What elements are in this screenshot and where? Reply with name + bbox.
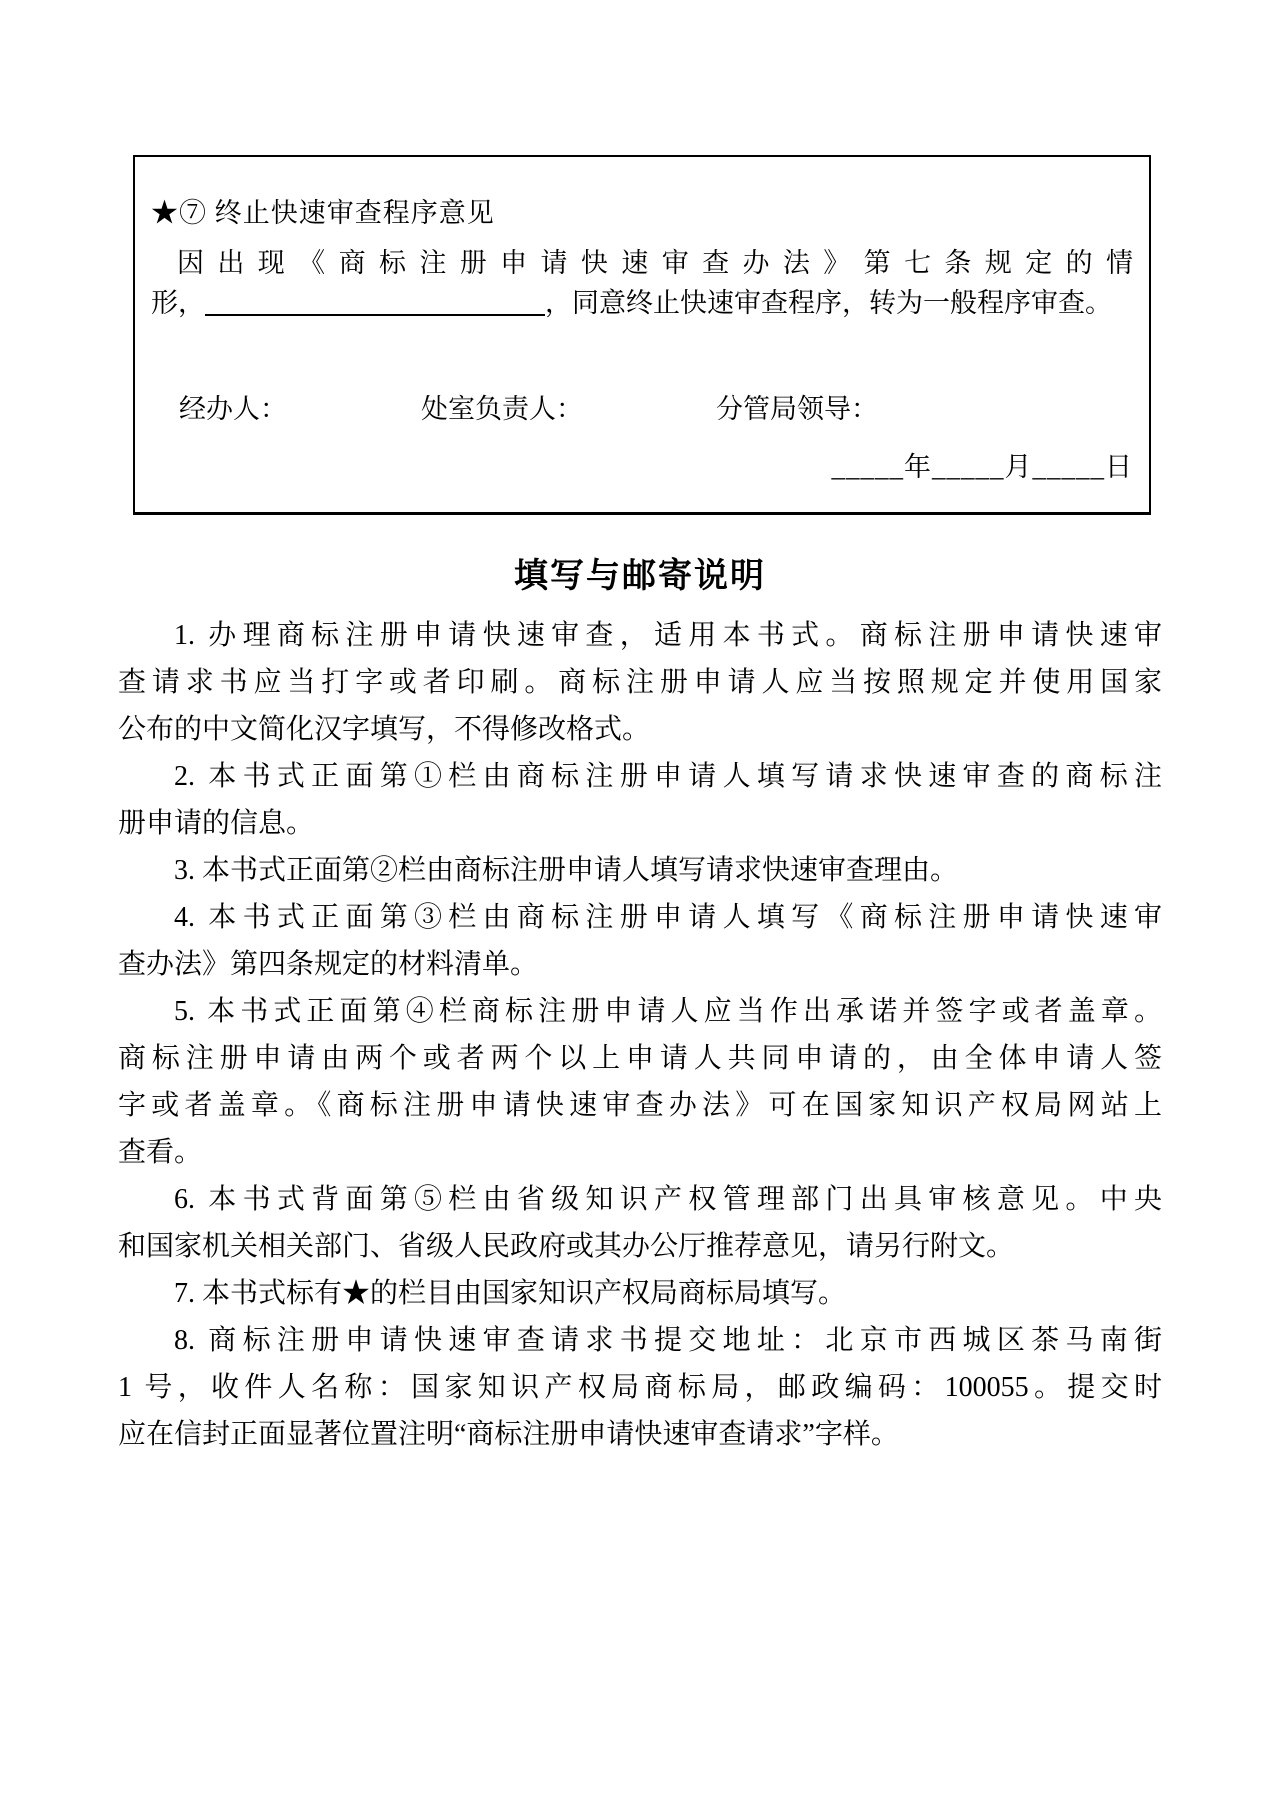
instruction-line: 应在信封正面显著位置注明“商标注册申请快速审查请求”字样。 (118, 1419, 899, 1450)
instruction-line: 和国家机关相关部门、省级人民政府或其办公厅推荐意见，请另行附文。 (118, 1231, 1015, 1262)
terminate-procedure-opinion-section (133, 155, 1151, 515)
instruction-line: 公布的中文简化汉字填写，不得修改格式。 (118, 714, 651, 745)
instruction-line: 1 号，收件人名称：国家知识产权局商标局，邮政编码：100055。提交时 (118, 1372, 1162, 1403)
statement-line-2-suffix: ，同意终止快速审查程序，转为一般程序审查。 (545, 288, 1112, 318)
instruction-paragraph (118, 894, 1162, 988)
instruction-line: 8. 商标注册申请快速审查请求书提交地址：北京市西城区茶马南街 (174, 1325, 1162, 1356)
instruction-paragraph (118, 1270, 1162, 1317)
instruction-line: 3. 本书式正面第②栏由商标注册申请人填写请求快速审查理由。 (174, 855, 959, 886)
instruction-line: 查办法》第四条规定的材料清单。 (118, 949, 539, 980)
instruction-line: 商标注册申请由两个或者两个以上申请人共同申请的，由全体申请人签 (118, 1043, 1162, 1074)
instruction-paragraph (118, 988, 1162, 1176)
instruction-line: 册申请的信息。 (118, 808, 315, 839)
statement-line-1: 因出现《商标注册申请快速审查办法》第七条规定的情 (177, 248, 1133, 278)
instruction-line: 7. 本书式标有★的栏目由国家知识产权局商标局填写。 (174, 1278, 847, 1309)
bureau-leader-signature-label: 分管局领导： (716, 394, 878, 424)
signature-row (151, 387, 1133, 424)
instruction-line: 4. 本书式正面第③栏由商标注册申请人填写《商标注册申请快速审 (174, 902, 1162, 933)
instruction-line: 查看。 (118, 1137, 203, 1168)
instruction-paragraph (118, 753, 1162, 847)
instruction-line: 查请求书应当打字或者印刷。商标注册申请人应当按照规定并使用国家 (118, 667, 1162, 698)
instruction-paragraph (118, 1317, 1162, 1458)
instruction-paragraph (118, 847, 1162, 894)
instruction-paragraph (118, 1176, 1162, 1270)
statement-line-2-prefix: 形， (151, 288, 205, 318)
instruction-line: 6. 本书式背面第⑤栏由省级知识产权管理部门出具审核意见。中央 (174, 1184, 1162, 1215)
section-7-heading: ★⑦ 终止快速审查程序意见 (151, 198, 495, 228)
section-7-statement (151, 243, 1133, 323)
instruction-line: 2. 本书式正面第①栏由商标注册申请人填写请求快速审查的商标注 (174, 761, 1162, 792)
date-line: _____年_____月_____日 (831, 452, 1133, 482)
instruction-line: 1. 办理商标注册申请快速审查，适用本书式。商标注册申请快速审 (174, 620, 1162, 651)
handler-signature-label: 经办人： (179, 394, 287, 424)
statement-line-2 (151, 283, 1133, 323)
division-head-signature-label: 处室负责人： (421, 394, 583, 424)
instructions-list (118, 612, 1162, 1458)
instruction-line: 字或者盖章。《商标注册申请快速审查办法》可在国家知识产权局网站上 (118, 1090, 1162, 1121)
instruction-line: 5. 本书式正面第④栏商标注册申请人应当作出承诺并签字或者盖章。 (174, 996, 1162, 1027)
instructions-title: 填写与邮寄说明 (514, 558, 766, 595)
reason-fill-in-blank (205, 308, 545, 316)
instruction-paragraph (118, 612, 1162, 753)
